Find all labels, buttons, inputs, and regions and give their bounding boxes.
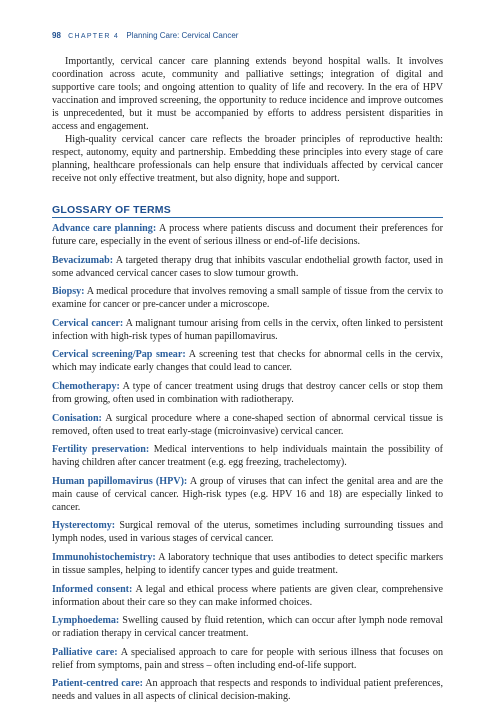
glossary-entry	[52, 412, 443, 438]
glossary-term: Bevacizumab:	[52, 254, 114, 266]
glossary-entry	[52, 475, 443, 514]
chapter-label: CHAPTER 4	[68, 33, 120, 40]
glossary-definition: A specialised approach to care for people with serious illness that focuses on relief from symptoms, pain and stress – often including end-of-life support.	[52, 646, 444, 671]
body-text	[52, 55, 443, 185]
paragraph: Importantly, cervical cancer care planning extends beyond hospital walls. It involves coordination across acute, community and palliative settings; integration of digital and supportive care tools; and ongoing attention to quality of life and recovery. In the era of HPV vaccination and improved screening, the opportunity to reduce incidence and improve outcomes is unprecedented, but it must be accompanied by efforts to address persistent disparities in access and engagement.	[52, 56, 443, 132]
glossary-term: Fertility preservation:	[52, 444, 150, 456]
glossary-entry	[52, 677, 443, 703]
glossary-term: Palliative care:	[52, 646, 118, 658]
glossary-term: Informed consent:	[52, 583, 133, 595]
glossary-list	[52, 222, 443, 709]
glossary-definition: Surgical removal of the uterus, sometimes including surrounding tissues and lymph nodes, used in various stages of cervical cancer.	[52, 520, 443, 545]
glossary-definition: A malignant tumour arising from cells in the cervix, often linked to persistent infection with high-risk types of human papillomavirus.	[52, 317, 443, 342]
glossary-definition: A group of viruses that can infect the genital area and are the main cause of cervical cancer. High-risk types (e.g. HPV 16 and 18) are especially linked to cancer.	[52, 475, 443, 513]
glossary-entry	[52, 583, 443, 609]
glossary-term: Immunohistochemistry:	[52, 551, 156, 563]
glossary-term: Cervical cancer:	[52, 317, 124, 329]
glossary-entry	[52, 551, 443, 577]
glossary-term: Biopsy:	[52, 286, 85, 298]
glossary-entry	[52, 285, 443, 311]
glossary-entry	[52, 222, 443, 248]
glossary-term: Human papillomavirus (HPV):	[52, 475, 188, 487]
glossary-entry	[52, 443, 443, 469]
glossary-definition: A screening test that checks for abnormal cells in the cervix, which may indicate early changes that could lead to cancer.	[52, 349, 444, 374]
glossary-definition: A process where patients discuss and document their preferences for future care, especially in the event of serious illness or end-of-life decisions.	[52, 223, 443, 247]
glossary-term: Advance care planning:	[52, 223, 157, 234]
page-number: 98	[52, 31, 61, 40]
glossary-definition: A type of cancer treatment using drugs that destroy cancer cells or stop them from growing, often used in combination with radiotherapy.	[52, 380, 443, 405]
glossary-entry	[52, 380, 443, 406]
glossary-term: Chemotherapy:	[52, 380, 120, 392]
glossary-definition: A surgical procedure where a cone-shaped section of abnormal cervical tissue is removed, often used to treat early-stage (microinvasive) cervical cancer.	[52, 412, 443, 437]
chapter-title: Planning Care: Cervical Cancer	[126, 31, 239, 40]
glossary-term: Patient-centred care:	[52, 678, 143, 690]
glossary-definition: A laboratory technique that uses antibodies to detect specific markers in tissue samples, helping to identify cancer types and guide treatment.	[52, 551, 443, 576]
glossary-term: Lymphoedema:	[52, 615, 120, 627]
glossary-term: Cervical screening/Pap smear:	[52, 349, 186, 361]
glossary-term: Hysterectomy:	[52, 520, 116, 532]
glossary-entry	[52, 348, 443, 374]
glossary-definition: Swelling caused by fluid retention, which can occur after lymph node removal or radiation therapy in cervical cancer treatment.	[52, 615, 444, 640]
paragraph: High-quality cervical cancer care reflects the broader principles of reproductive health: respect, autonomy, equity and partnership. Embedding these principles into every stage of care planning, healthcare professionals can help ensure that individuals affected by cervical cancer receive not only effective treatment, but also dignity, hope and support.	[52, 134, 443, 184]
glossary-entry	[52, 646, 443, 672]
glossary-entry	[52, 317, 443, 343]
glossary-definition: A legal and ethical process where patients are given clear, comprehensive information about their care so they can make informed choices.	[52, 583, 444, 608]
glossary-definition: A targeted therapy drug that inhibits vascular endothelial growth factor, used in some advanced cervical cancer cases to slow tumour growth.	[52, 254, 444, 279]
running-head	[52, 31, 238, 40]
glossary-entry	[52, 614, 443, 640]
glossary-definition: A medical procedure that involves removing a small sample of tissue from the cervix to examine for cancer or pre-cancer under a microscope.	[52, 286, 443, 311]
glossary-definition: Medical interventions to help individuals maintain the possibility of having children after cancer treatment (e.g. egg freezing, trachelectomy).	[52, 444, 443, 469]
glossary-heading: GLOSSARY OF TERMS	[52, 204, 443, 218]
glossary-term: Conisation:	[52, 412, 102, 424]
glossary-definition: An approach that respects and responds to individual patient preferences, needs and values in all aspects of clinical decision-making.	[52, 678, 444, 703]
glossary-entry	[52, 519, 443, 545]
glossary-entry	[52, 254, 443, 280]
